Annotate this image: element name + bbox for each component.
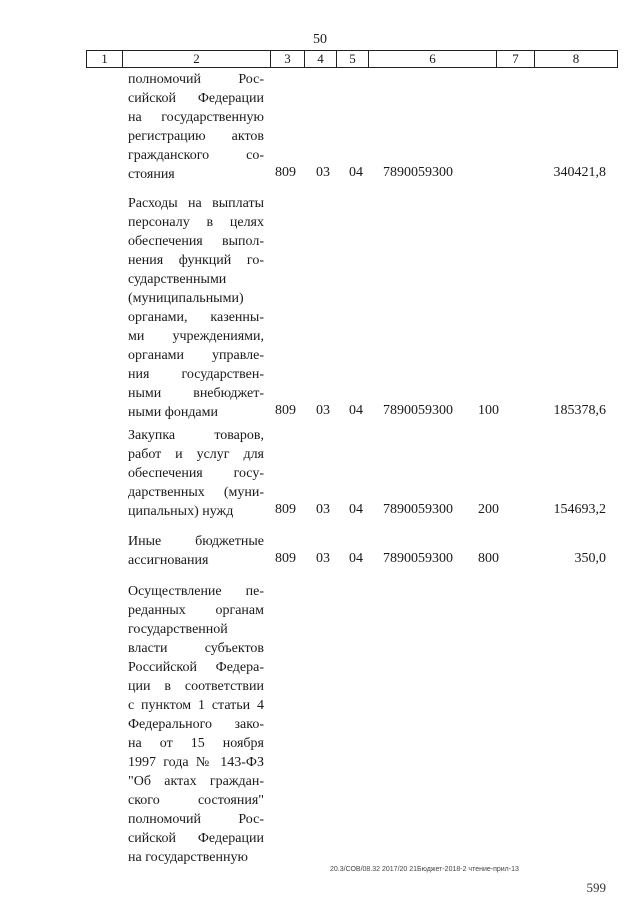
description-line: регистрацию актов — [128, 129, 264, 144]
cell-col-5: 04 — [349, 403, 363, 418]
row-description — [128, 532, 264, 570]
cell-col-6: 7890059300 — [383, 502, 453, 517]
row-description — [128, 194, 264, 422]
cell-col-7: 200 — [478, 502, 499, 517]
description-line: полномочий Рос- — [128, 812, 264, 827]
cell-col-5: 04 — [349, 551, 363, 566]
cell-col-5: 04 — [349, 165, 363, 180]
header-col-7: 7 — [497, 51, 535, 67]
description-line: ского состояния" — [128, 793, 264, 808]
description-line: Закупка товаров, — [128, 428, 264, 443]
row-description — [128, 582, 264, 867]
description-line: стояния — [128, 167, 175, 182]
description-line: Иные бюджетные — [128, 534, 264, 549]
description-line: на государственную — [128, 850, 248, 865]
cell-col-4: 03 — [316, 165, 330, 180]
description-line: ния государствен- — [128, 367, 264, 382]
cell-col-6: 7890059300 — [383, 403, 453, 418]
description-line: государственной — [128, 622, 228, 637]
description-line: ции в соответствии — [128, 679, 264, 694]
cell-col-8: 154693,2 — [553, 502, 606, 517]
header-col-1: 1 — [87, 51, 123, 67]
description-line: полномочий Рос- — [128, 72, 264, 87]
cell-col-6: 7890059300 — [383, 165, 453, 180]
cell-col-3: 809 — [275, 403, 296, 418]
cell-col-8: 185378,6 — [553, 403, 606, 418]
description-line: гражданского со- — [128, 148, 264, 163]
description-line: обеспечения выпол- — [128, 234, 264, 249]
description-line: персоналу в целях — [128, 215, 264, 230]
table-header-row — [86, 50, 618, 68]
header-col-8: 8 — [572, 51, 580, 66]
row-description — [128, 426, 264, 521]
header-col-2: 2 — [123, 51, 271, 67]
cell-col-4: 03 — [316, 403, 330, 418]
cell-col-4: 03 — [316, 502, 330, 517]
footer-stamp: 20.3/СОВ/08.32 2017/20 21Бюджет-2018-2 чтение-прил-13 — [330, 866, 519, 873]
description-line: обеспечения госу- — [128, 466, 264, 481]
description-line: Осуществление пе- — [128, 584, 264, 599]
header-col-6: 6 — [369, 51, 497, 67]
description-line: ми учреждениями, — [128, 329, 264, 344]
cell-col-7: 800 — [478, 551, 499, 566]
description-line: Федерального зако- — [128, 717, 264, 732]
header-col-3: 3 — [271, 51, 305, 67]
row-description — [128, 70, 264, 184]
header-col-5: 5 — [337, 51, 369, 67]
cell-col-7: 100 — [478, 403, 499, 418]
cell-col-3: 809 — [275, 165, 296, 180]
description-line: работ и услуг для — [128, 447, 264, 462]
cell-col-8: 350,0 — [574, 551, 606, 566]
description-line: ципальных) нужд — [128, 504, 234, 519]
description-line: власти субъектов — [128, 641, 264, 656]
description-line: сийской Федерации — [128, 91, 264, 106]
description-line: органами, казенны- — [128, 310, 264, 325]
description-line: "Об актах граждан- — [128, 774, 264, 789]
description-line: органами управле- — [128, 348, 264, 363]
description-line: реданных органам — [128, 603, 264, 618]
description-line: ными фондами — [128, 405, 219, 420]
description-line: Расходы на выплаты — [128, 196, 264, 211]
cell-col-4: 03 — [316, 551, 330, 566]
cell-col-5: 04 — [349, 502, 363, 517]
description-line: дарственных (муни- — [128, 485, 264, 500]
description-line: ассигнования — [128, 553, 209, 568]
cell-col-8: 340421,8 — [553, 165, 606, 180]
description-line: на от 15 ноября — [128, 736, 264, 751]
description-line: сийской Федерации — [128, 831, 264, 846]
cell-col-3: 809 — [275, 551, 296, 566]
page-number: 50 — [313, 32, 327, 47]
description-line: (муниципальными) — [128, 291, 244, 306]
description-line: нения функций го- — [128, 253, 264, 268]
footer-page-number: 599 — [586, 880, 606, 895]
description-line: Российской Федера- — [128, 660, 264, 675]
header-col-4: 4 — [305, 51, 337, 67]
description-line: сударственными — [128, 272, 227, 287]
description-line: на государственную — [128, 110, 264, 125]
cell-col-6: 7890059300 — [383, 551, 453, 566]
cell-col-3: 809 — [275, 502, 296, 517]
description-line: 1997 года № 143-ФЗ — [128, 755, 264, 770]
description-line: с пунктом 1 статьи 4 — [128, 698, 264, 713]
description-line: ными внебюджет- — [128, 386, 264, 401]
